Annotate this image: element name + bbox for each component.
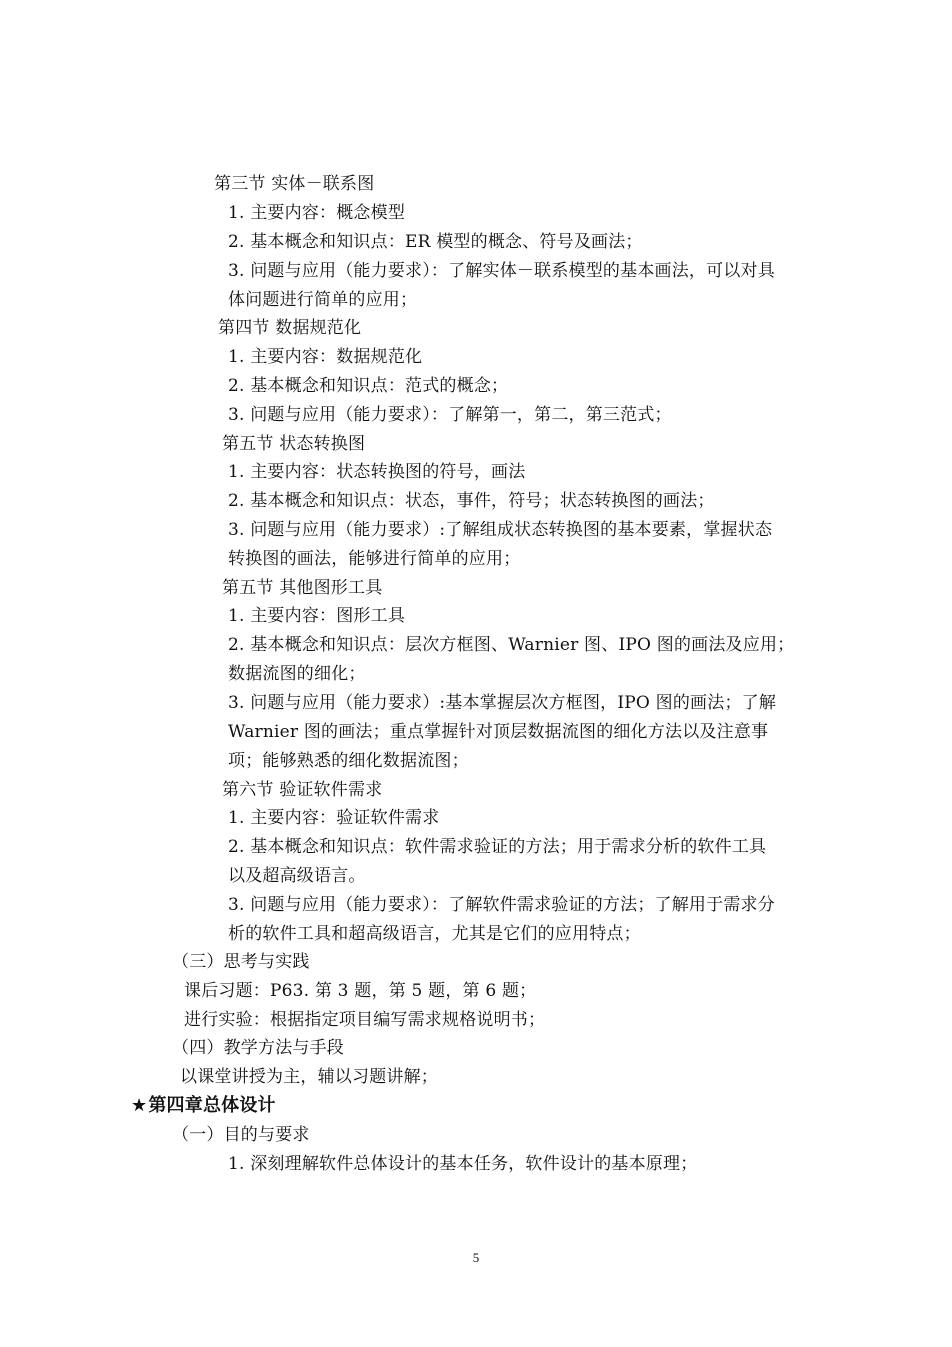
text-line: 3. 问题与应用（能力要求）:了解组成状态转换图的基本要素，掌握状态 <box>228 520 773 540</box>
chapter-title: 第四章总体设计 <box>148 1095 276 1116</box>
star-icon: ★ <box>131 1095 148 1116</box>
subsection-heading-goals: （一）目的与要求 <box>172 1125 310 1145</box>
subsection-heading-practice: （三）思考与实践 <box>172 952 310 972</box>
text-line: 1. 深刻理解软件总体设计的基本任务，软件设计的基本原理； <box>228 1154 698 1174</box>
text-line: 体问题进行简单的应用； <box>228 290 418 310</box>
text-line: 3. 问题与应用（能力要求）:基本掌握层次方框图，IPO 图的画法；了解 <box>228 693 777 713</box>
text-line: 以及超高级语言。 <box>228 866 366 886</box>
text-line: 1. 主要内容：数据规范化 <box>228 347 423 367</box>
subsection-heading-methods: （四）教学方法与手段 <box>172 1038 344 1058</box>
text-line: Warnier 图的画法；重点掌握针对顶层数据流图的细化方法以及注意事 <box>228 722 769 742</box>
section-heading-normalization: 第四节 数据规范化 <box>218 318 362 338</box>
text-line: 1. 主要内容：状态转换图的符号，画法 <box>228 462 526 482</box>
text-line: 2. 基本概念和知识点：软件需求验证的方法；用于需求分析的软件工具 <box>228 837 767 857</box>
text-line: 1. 主要内容：验证软件需求 <box>228 808 440 828</box>
text-line: 2. 基本概念和知识点：状态，事件，符号；状态转换图的画法； <box>228 491 715 511</box>
text-line: 项；能够熟悉的细化数据流图； <box>228 751 469 771</box>
text-line: 析的软件工具和超高级语言，尤其是它们的应用特点； <box>228 924 641 944</box>
text-line: 2. 基本概念和知识点：ER 模型的概念、符号及画法； <box>228 232 643 252</box>
section-heading-other-tools: 第五节 其他图形工具 <box>222 578 383 598</box>
text-line: 进行实验：根据指定项目编写需求规格说明书； <box>184 1010 546 1030</box>
text-line: 3. 问题与应用（能力要求）：了解软件需求验证的方法；了解用于需求分 <box>228 895 775 915</box>
text-line: 以课堂讲授为主，辅以习题讲解； <box>180 1067 438 1087</box>
chapter-heading <box>131 1094 276 1118</box>
text-line: 转换图的画法，能够进行简单的应用； <box>228 549 521 569</box>
text-line: 2. 基本概念和知识点：范式的概念； <box>228 376 509 396</box>
text-line: 1. 主要内容：图形工具 <box>228 606 406 626</box>
text-line: 2. 基本概念和知识点：层次方框图、Warnier 图、IPO 图的画法及应用； <box>228 635 795 655</box>
section-heading-er-diagram: 第三节 实体－联系图 <box>214 174 375 194</box>
text-line: 数据流图的细化； <box>228 664 366 684</box>
section-heading-state-diagram: 第五节 状态转换图 <box>222 434 366 454</box>
page-number: 5 <box>472 1250 480 1265</box>
text-line: 课后习题：P63. 第 3 题，第 5 题，第 6 题； <box>184 981 537 1001</box>
text-line: 1. 主要内容：概念模型 <box>228 203 406 223</box>
text-line: 3. 问题与应用（能力要求）：了解第一，第二，第三范式； <box>228 405 672 425</box>
text-line: 3. 问题与应用（能力要求）：了解实体－联系模型的基本画法，可以对具 <box>228 261 775 281</box>
section-heading-verify-requirements: 第六节 验证软件需求 <box>222 780 383 800</box>
